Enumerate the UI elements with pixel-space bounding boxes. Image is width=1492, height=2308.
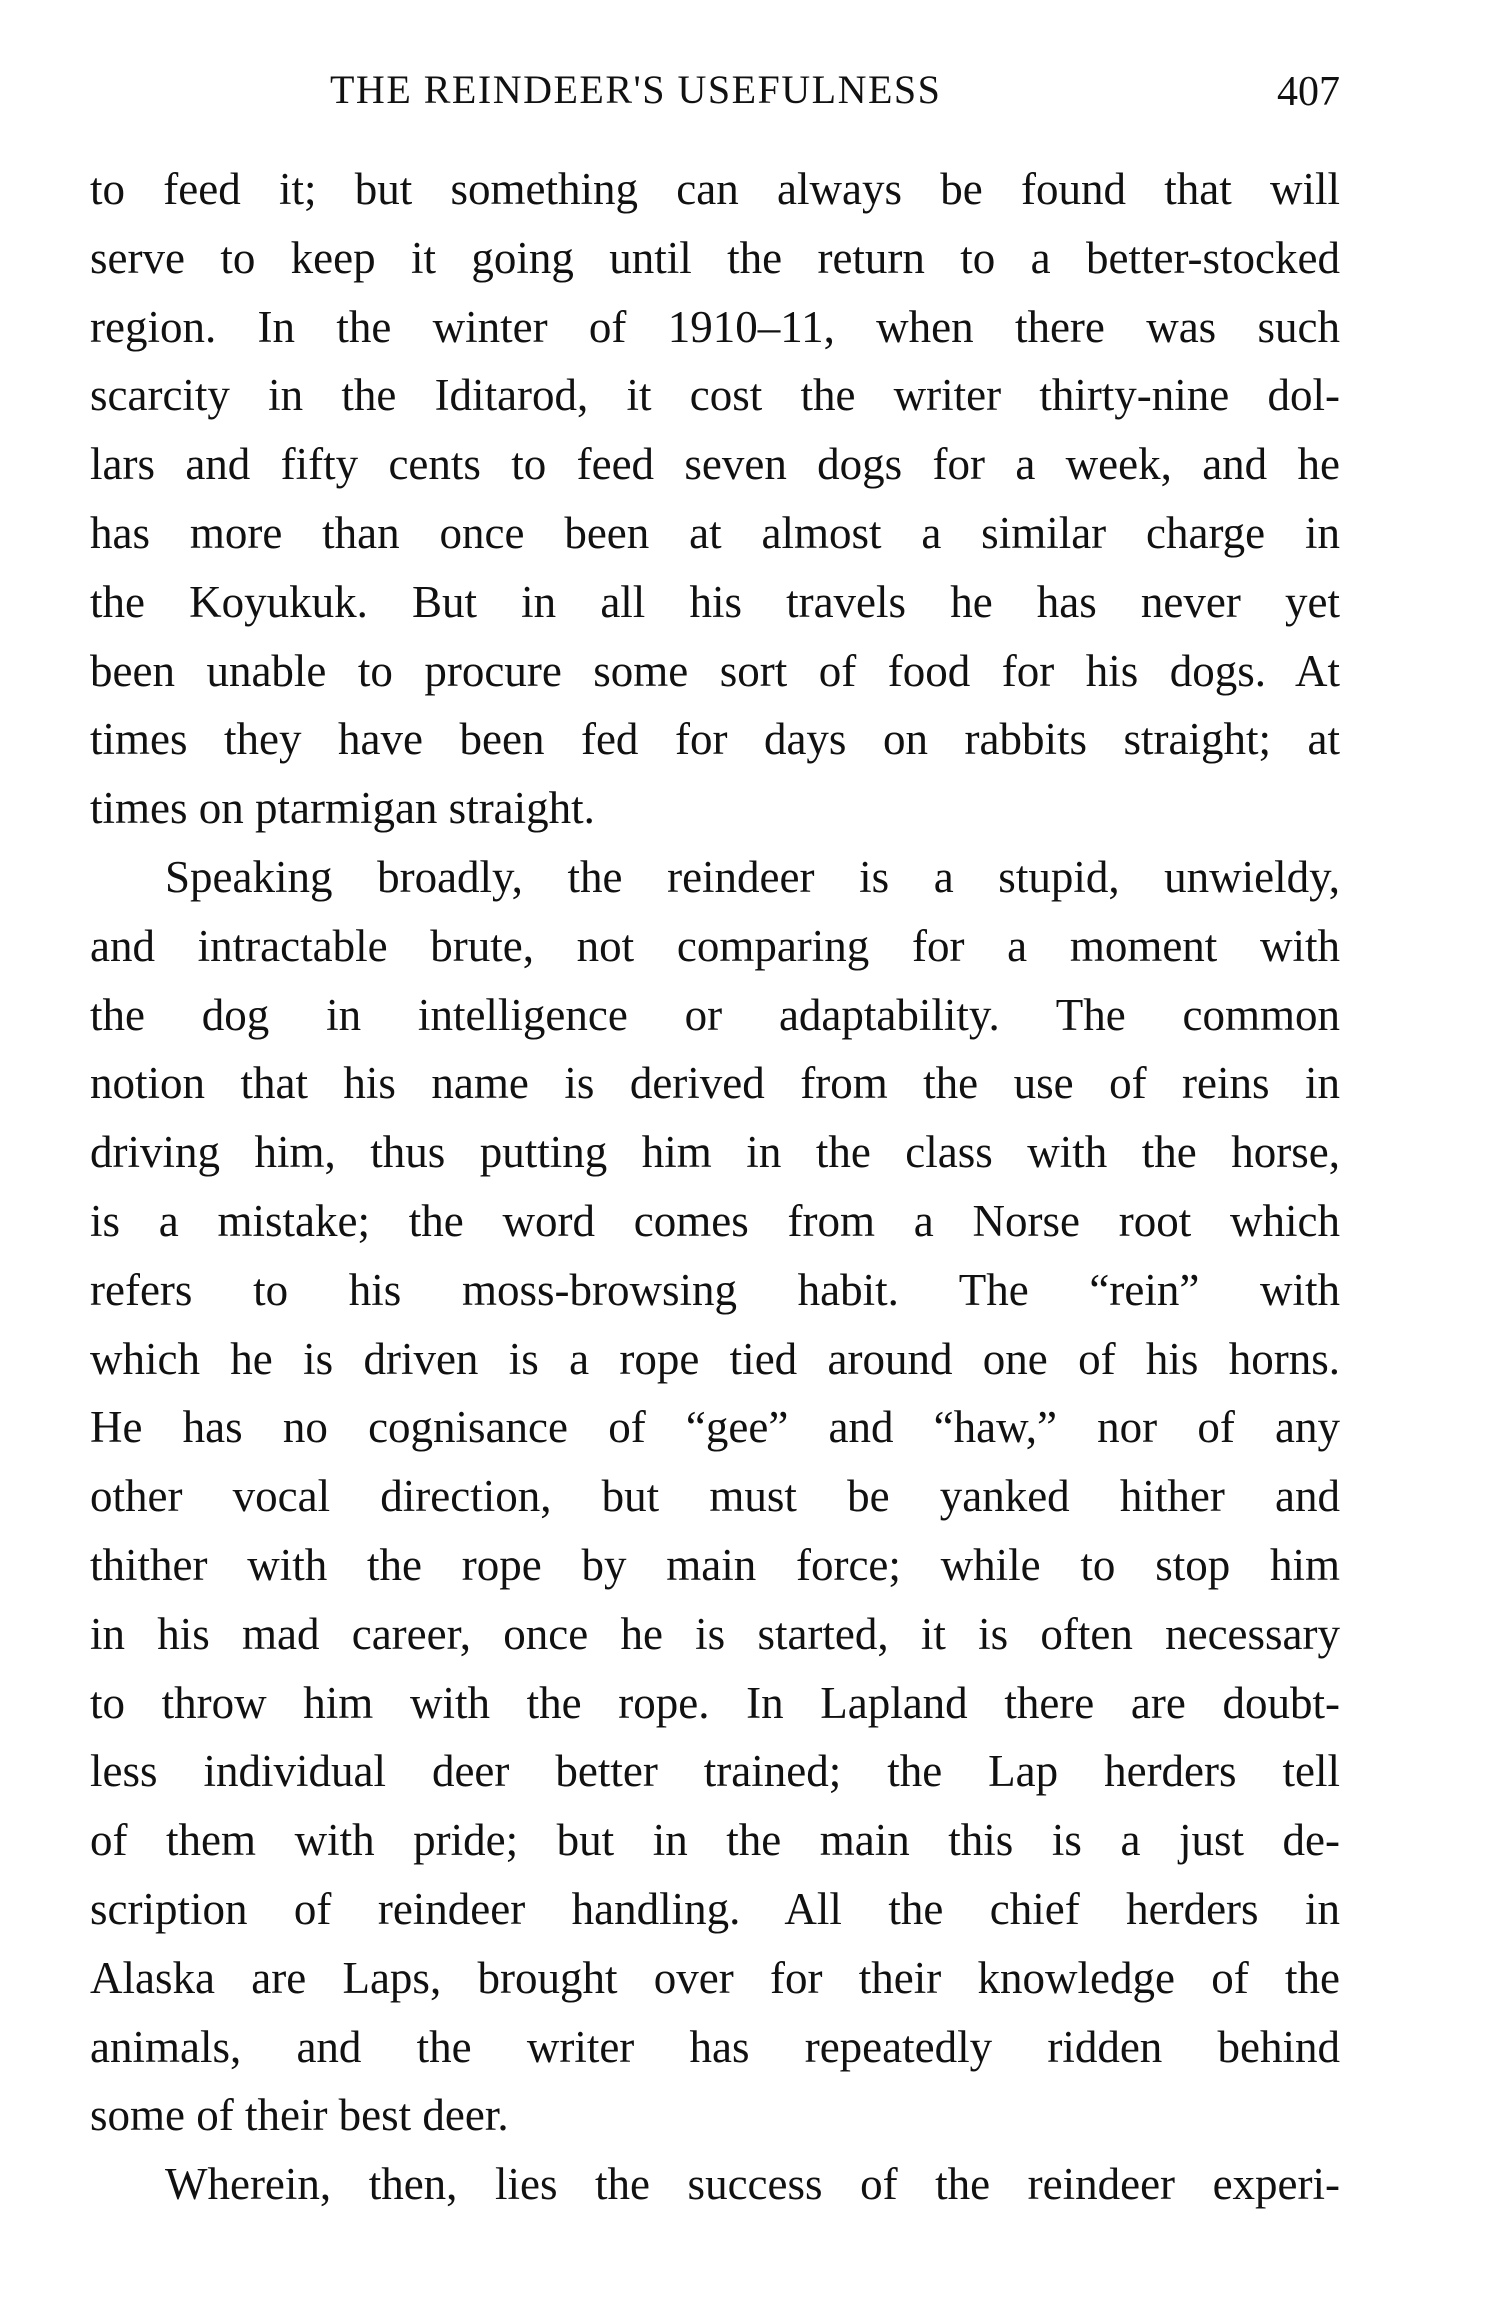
page-header bbox=[90, 66, 1340, 126]
page-number: 407 bbox=[1277, 69, 1340, 115]
text-line: Wherein, then, lies the success of the reindeer experi- bbox=[165, 2159, 1340, 2210]
text-line: to feed it; but something can always be found that will bbox=[90, 164, 1340, 214]
text-line: notion that his name is derived from the use of reins in bbox=[90, 1058, 1340, 1109]
text-line: Alaska are Laps, brought over for their knowledge of the bbox=[90, 1952, 1340, 2003]
text-line: times they have been fed for days on rabbits straight; at bbox=[90, 714, 1340, 765]
text-line: has more than once been at almost a similar charge in bbox=[90, 507, 1340, 558]
text-line: Speaking broadly, the reindeer is a stupid, unwieldy, bbox=[165, 851, 1340, 902]
running-head: THE REINDEER'S USEFULNESS bbox=[330, 67, 942, 112]
text-line: which he is driven is a rope tied around one of his horns. bbox=[90, 1333, 1340, 1384]
text-line: thither with the rope by main force; while to stop him bbox=[90, 1539, 1340, 1590]
text-line: the dog in intelligence or adaptability. The common bbox=[90, 989, 1340, 1040]
text-line: is a mistake; the word comes from a Norse root which bbox=[90, 1195, 1340, 1246]
text-line: times on ptarmigan straight. bbox=[90, 783, 595, 834]
body-text bbox=[90, 155, 1340, 2219]
paragraph bbox=[90, 2150, 1340, 2219]
text-line: in his mad career, once he is started, it is often necessary bbox=[90, 1608, 1340, 1659]
text-line: other vocal direction, but must be yanked hither and bbox=[90, 1471, 1340, 1522]
text-line: some of their best deer. bbox=[90, 2090, 509, 2141]
paragraph bbox=[90, 155, 1340, 843]
text-line: scarcity in the Iditarod, it cost the writer thirty-nine dol- bbox=[90, 370, 1340, 421]
text-line: to throw him with the rope. In Lapland there are doubt- bbox=[90, 1677, 1340, 1728]
text-line: been unable to procure some sort of food for his dogs. At bbox=[90, 645, 1340, 696]
text-line: and intractable brute, not comparing for a moment with bbox=[90, 920, 1340, 971]
text-line: of them with pride; but in the main this is a just de- bbox=[90, 1815, 1340, 1866]
text-line: scription of reindeer handling. All the chief herders in bbox=[90, 1883, 1340, 1934]
text-line: driving him, thus putting him in the class with the horse, bbox=[90, 1127, 1340, 1178]
text-line: refers to his moss-browsing habit. The “rein” with bbox=[90, 1264, 1340, 1315]
text-line: He has no cognisance of “gee” and “haw,” nor of any bbox=[90, 1402, 1340, 1453]
text-line: lars and fifty cents to feed seven dogs for a week, and he bbox=[90, 439, 1340, 490]
text-line: serve to keep it going until the return to a better-stocked bbox=[90, 232, 1340, 283]
text-line: less individual deer better trained; the Lap herders tell bbox=[90, 1746, 1340, 1797]
text-line: animals, and the writer has repeatedly ridden behind bbox=[90, 2021, 1340, 2072]
text-line: the Koyukuk. But in all his travels he has never yet bbox=[90, 576, 1340, 627]
paragraph bbox=[90, 843, 1340, 2150]
text-line: region. In the winter of 1910–11, when there was such bbox=[90, 301, 1340, 352]
